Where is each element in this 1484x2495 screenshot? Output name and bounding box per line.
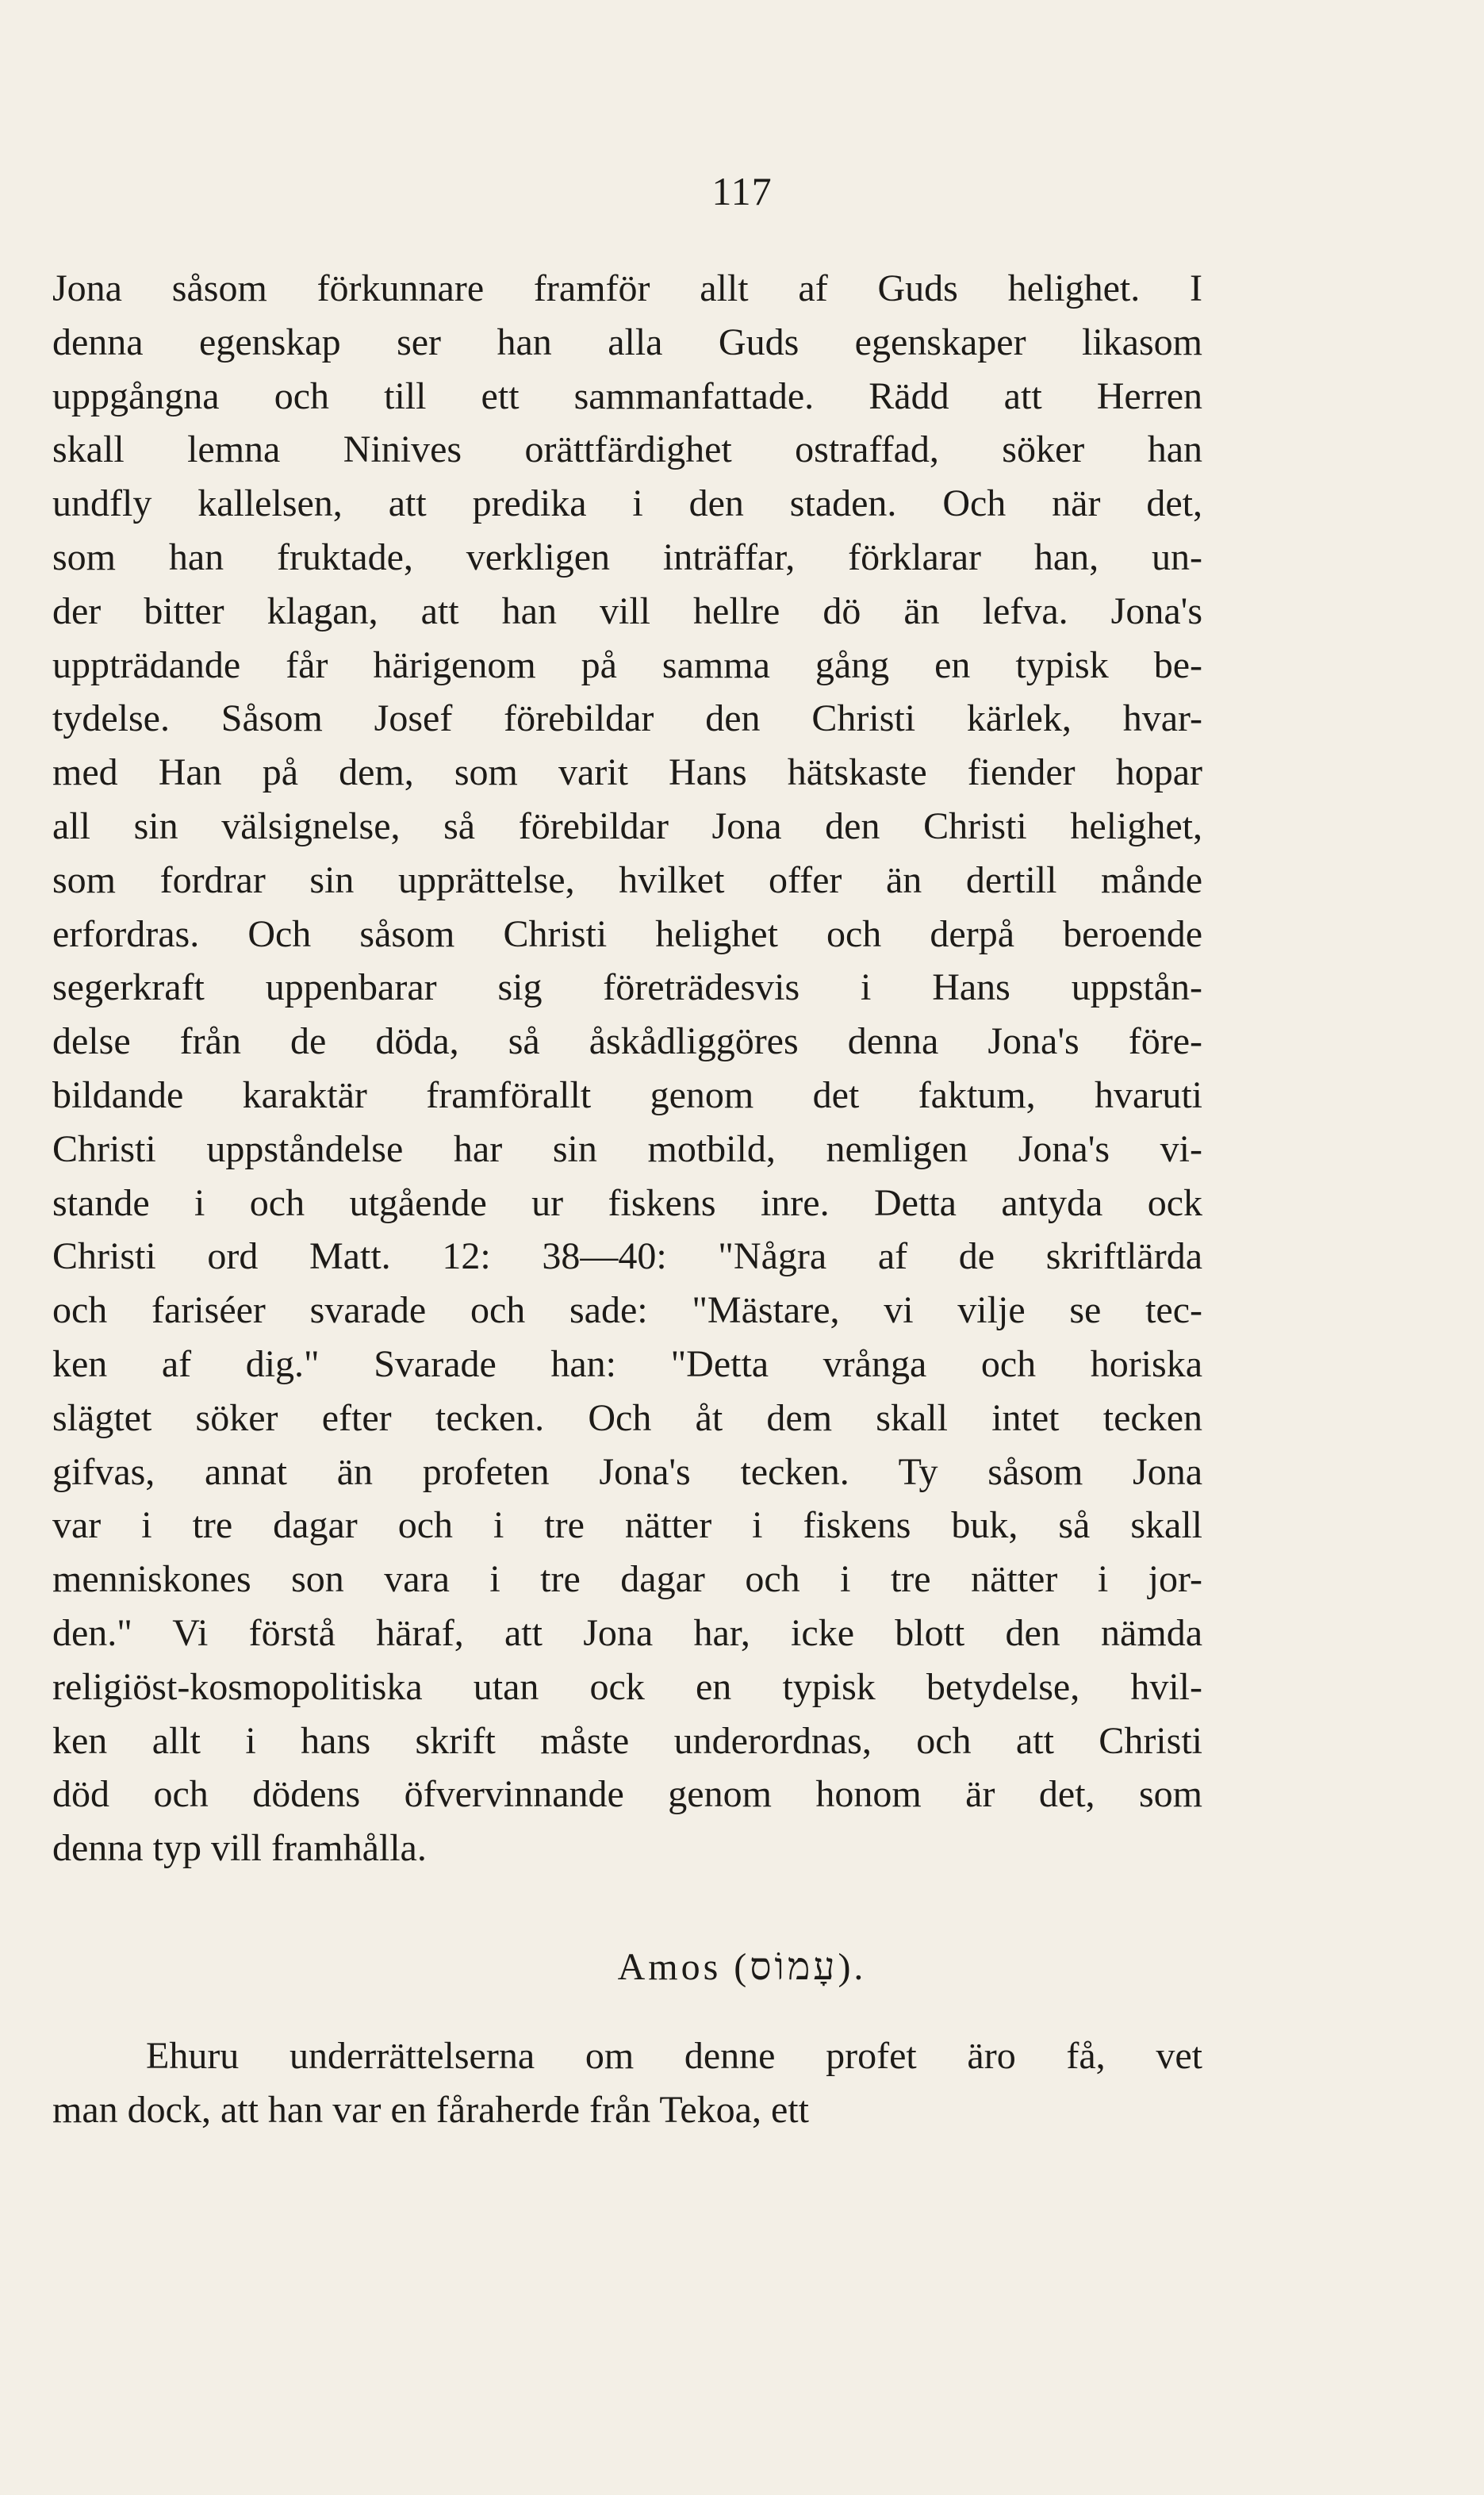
text-line: undfly kallelsen, att predika i den staden. Och när det, — [52, 482, 1202, 525]
text-line: och fariséer svarade och sade: "Mästare, vi vilje se tec- — [52, 1289, 1202, 1332]
text-line: Christi ord Matt. 12: 38—40: "Några af de skriftlärda — [52, 1235, 1202, 1278]
text-line: bildande karaktär framförallt genom det faktum, hvaruti — [52, 1073, 1202, 1116]
text-line: ken af dig." Svarade han: "Detta vrånga och horiska — [52, 1342, 1202, 1385]
text-line: den." Vi förstå häraf, att Jona har, icke blott den nämda — [52, 1611, 1202, 1654]
text-line: som fordrar sin upprättelse, hvilket offer än dertill månde — [52, 858, 1202, 901]
text-line: med Han på dem, som varit Hans hätskaste fiender hopar — [52, 751, 1202, 794]
text-line: menniskones son vara i tre dagar och i tre nätter i jor- — [52, 1558, 1202, 1601]
text-line: död och dödens öfvervinnande genom honom är det, som — [52, 1773, 1202, 1816]
text-line: ken allt i hans skrift måste underordnas, och att Christi — [52, 1719, 1202, 1762]
text-line: man dock, att han var en fåraherde från Tekoa, ett — [52, 2088, 809, 2131]
body-paragraph — [52, 262, 1202, 1875]
text-line: som han fruktade, verkligen inträffar, förklarar han, un- — [52, 535, 1202, 578]
text-line: delse från de döda, så åskådliggöres denna Jona's före- — [52, 1020, 1202, 1063]
text-line: Christi uppståndelse har sin motbild, nemligen Jona's vi- — [52, 1127, 1202, 1170]
text-line: denna typ vill framhålla. — [52, 1827, 427, 1870]
section-heading: Amos (עָמוֹס). — [617, 1946, 867, 1988]
text-line: uppträdande får härigenom på samma gång en typisk be- — [52, 643, 1202, 686]
text-line: Jona såsom förkunnare framför allt af Guds helighet. I — [52, 267, 1202, 309]
text-line: stande i och utgående ur fiskens inre. Detta antyda ock — [52, 1181, 1202, 1224]
text-line: gifvas, annat än profeten Jona's tecken. Ty såsom Jona — [52, 1450, 1202, 1493]
text-line: slägtet söker efter tecken. Och åt dem skall intet tecken — [52, 1396, 1202, 1439]
text-line: der bitter klagan, att han vill hellre dö än lefva. Jona's — [52, 589, 1202, 632]
text-line: skall lemna Ninives orättfärdighet ostraffad, söker han — [52, 428, 1202, 471]
page-number: 117 — [711, 169, 773, 213]
text-line: all sin välsignelse, så förebildar Jona den Christi helighet, — [52, 804, 1202, 847]
body-paragraph-2 — [52, 2029, 1202, 2137]
text-line: uppgångna och till ett sammanfattade. Rädd att Herren — [52, 374, 1202, 417]
text-line: tydelse. Såsom Josef förebildar den Christi kärlek, hvar- — [52, 697, 1202, 740]
text-line: erfordras. Och såsom Christi helighet och derpå beroende — [52, 912, 1202, 955]
text-line: religiöst-kosmopolitiska utan ock en typisk betydelse, hvil- — [52, 1665, 1202, 1708]
text-line: Ehuru underrättelserna om denne profet äro få, vet — [146, 2035, 1202, 2077]
text-line: segerkraft uppenbarar sig företrädesvis i Hans uppstån- — [52, 966, 1202, 1009]
text-line: denna egenskap ser han alla Guds egenskaper likasom — [52, 321, 1202, 363]
text-line: var i tre dagar och i tre nätter i fiskens buk, så skall — [52, 1504, 1202, 1547]
